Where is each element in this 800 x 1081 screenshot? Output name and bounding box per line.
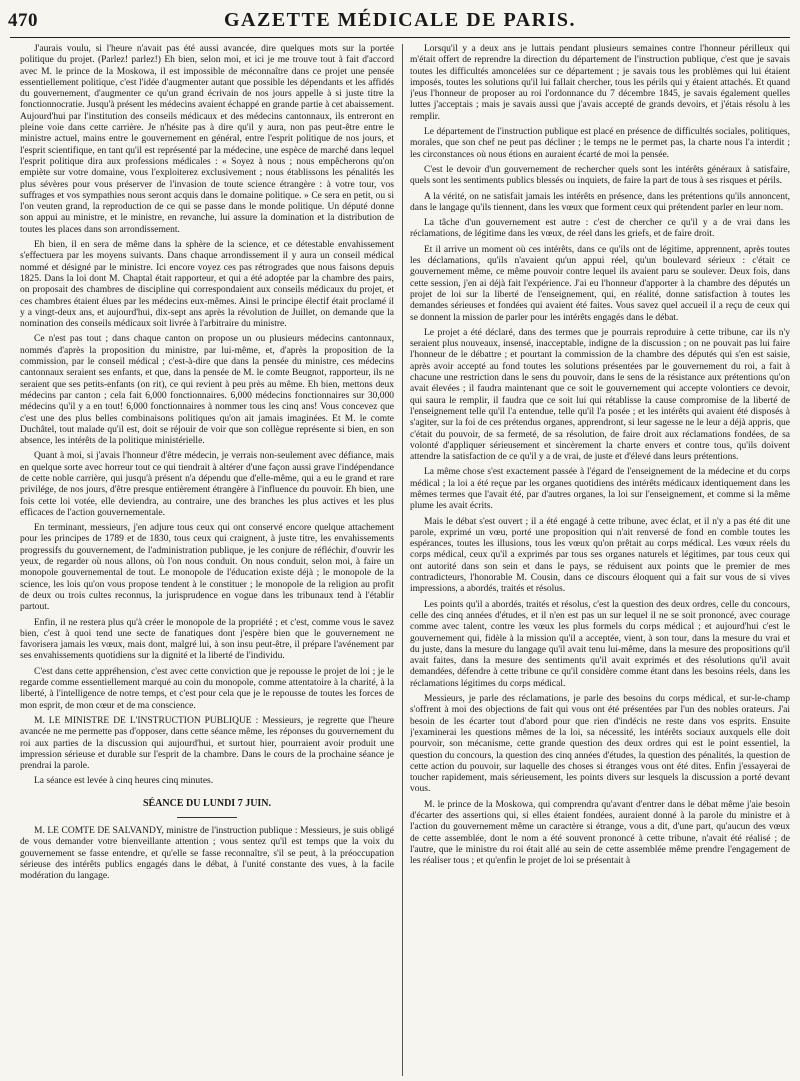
paragraph: Mais le débat s'est ouvert ; il a été engagé à cette tribune, avec éclat, et il n'y a pas été dit une parole, exprimé un vœu, porté une proposition qui n'ait renversé de fond en comble toutes les espérances, toutes les illusions, tous les vœux qu'on prêtait au corps médical. Les vœux réels du corps médical, ceux qu'il a exprimés par tous ses organes naturels et légitimes, par tous ceux qui ont autorité dans son sein et dans le pays, se réduisent aux points que le premier de mes contradicteurs, l'honorable M. Cousin, dans ce discours éloquent qui a fait sur vous de si vives impressions, a abordés, traités et résolus. [410,516,790,595]
paragraph: En terminant, messieurs, j'en adjure tous ceux qui ont conservé encore quelque attachement pour les principes de 1789 et de 1830, tous ceux qui craignent, à juste titre, les envahissements progressifs du gouvernement, de l'administration publique, je les conjure de réfléchir, d'ouvrir les yeux, de regarder où nous allons, où l'on nous conduit. On nous conduit, selon moi, à faire un monopole gouvernemental de tout. Le monopole de l'éducation existe déjà ; le monopole de la science, les lois qu'on vous propose tendent à le constituer ; le monopole de la religion au profit de deux ou trois cultes reconnus, la jurisprudence en vogue dans les tribunaux tend à l'établir partout. [20,523,394,613]
paragraph: Lorsqu'il y a deux ans je luttais pendant plusieurs semaines contre l'honneur périlleux qui m'était offert de reprendre la direction du département de l'instruction publique, c'est que je savais toutes les difficultés amoncelées sur ce département ; je savais tous les problèmes qui lui étaient imposés, toutes les solutions qu'il lui fallait chercher, tous les périls qui y étaient attachés. Et quand j'eus l'honneur de proposer au roi l'ordonnance du 7 décembre 1845, je savais également quelles luttes j'acceptais ; mais je savais aussi que j'avais accepté de grands devoirs, et j'étais résolu à les remplir. [410,44,790,122]
paragraph: La tâche d'un gouvernement est autre : c'est de chercher ce qu'il y a de vrai dans les réclamations, de légitime dans les vœux, de réel dans les griefs, et de faire droit. [410,218,790,240]
paragraph: C'est le devoir d'un gouvernement de rechercher quels sont les intérêts généraux à satisfaire, quels sont les sentiments publics blessés ou inquiets, de faire la part de tous à ses risques et périls. [410,164,790,187]
paragraph: Messieurs, je parle des réclamations, je parle des besoins du corps médical, et sur-le-champ s'offrent à moi des objections de fait qui vous ont été présentées par l'un des nobles orateurs. J'ai besoin de les écarter tout d'abord pour que rien d'indécis ne reste dans vos esprits. Ensuite j'examinerai les questions mêmes de la loi, sa nécessité, les intérêts sociaux auxquels elle doit pourvoir, son mécanisme, cette grande question des deux ordres qui est le point essentiel, la question du concours, la question des cinq années d'études, la question des pénalités, la question de cette action du pouvoir, sur laquelle des choses si étranges vous ont été dites. Enfin j'essayerai de toucher rapidement, mais sérieusement, les points divers sur lesquels la discussion a porté devant vous. [410,694,790,795]
paragraph: Ce n'est pas tout ; dans chaque canton on propose un ou plusieurs médecins cantonnaux, nommés d'après la proposition du ministre, par lui-même, et, d'après la proposition de la commission, par le conseil médical ; c'est-à-dire que dans la pensée du ministre, ces médecins cantonnaux seraient ses enfants, et que, dans la pensée de M. le comte Beugnot, rapporteur, ils ne seraient que ses petits-enfants (on rit), ce qui revient à peu près au même. Eh bien, mettons deux médecins par canton ; cela fait 6,000 fonctionnaires. 6,000 médecins fonctionnaires sur 30,000 médecins qu'il y a en tout! 6,000 fonctionnaires à nommer tous les cinq ans! Vous concevez que c'est une des plus belles combinaisons politiques qu'on ait jamais imaginées. Et M. le comte Duchâtel, tout malade qu'il est, doit se réjouir de voir que son collègue représente si bien, en son absence, les intérêts de la politique ministérielle. [20,334,394,447]
paragraph: M. LE MINISTRE DE L'INSTRUCTION PUBLIQUE : Messieurs, je regrette que l'heure avancée ne me permette pas d'opposer, dans cette séance même, les réponses du gouvernement du roi aux parties de la discussion qui aujourd'hui, et surtout hier, pourraient avoir produit une impression sérieuse et durable sur l'esprit de la chambre. Dans le cours de la prochaine séance je prendrai la parole. [20,715,394,772]
paragraph: M. LE COMTE DE SALVANDY, ministre de l'instruction publique : Messieurs, je suis obligé de vous demander votre bienveillante attention ; vous sentez qu'il est temps que la voix du gouvernement se fasse entendre, et qu'elle se fasse reconnaître, s'il se peut, à la préoccupation sérieuse des intérêts publics engagés dans le débat, à l'unité constante des vues, à la facile modération du langage. [20,826,394,882]
paragraph: La séance est levée à cinq heures cinq minutes. [34,776,214,787]
paragraph: Les points qu'il a abordés, traités et résolus, c'est la question des deux ordres, celle du concours, celle des cinq années d'études, et il n'en est pas un sur lequel il ne se soit prononcé, avec courage comme avec talent, contre les vœux les plus formels du corps médical ; et aujourd'hui c'est le gouvernement qui, fidèle à la mission qu'il a acceptée, vient, à son tour, dans la mesure du vrai et du juste, dans la mesure du langage qu'il avait tenu lui-même, dans la mesure des propositions qu'il avait faites, dans la mesure des sentiments qu'il avait exprimés et des résolutions qu'il avait demandées, défendre à cette tribune ce qu'il considère comme étant dans les besoins réels, dans les réclamations légitimes du corps médical. [410,599,790,689]
session-rule [177,817,237,818]
session-heading: SÉANCE DU LUNDI 7 JUIN. [142,797,272,809]
column-divider [402,44,403,1076]
left-column [20,44,394,1076]
paragraph: M. le prince de la Moskowa, qui comprendra qu'avant d'entrer dans le débat même j'aie besoin d'écarter des assertions qui, si elles étaient fondées, auraient donné à la parole du ministre et à l'action du gouvernement même un caractère si étrange, vous a dit, d'une part, qu'aucun des vœux de cette assemblée, dont le nom a été souvent prononcé à cette tribune, n'avait été réalisé ; de l'autre, que le ministre du roi était allé au sein de cette assemblée même prendre l'engagement de les réaliser tous ; et qu'enfin le projet de loi se présentait à [410,799,790,867]
paragraph: Enfin, il ne restera plus qu'à créer le monopole de la propriété ; et c'est, comme vous le savez bien, c'est à quoi tend une secte de fanatiques dont j'espère bien que le gouvernement ne favorisera jamais les vœux, mais dont, malgré lui, à son insu peut-être, il prépare l'avénement par ses envahissements quotidiens sur la dignité et la liberté de l'individu. [20,617,394,662]
header-rule [10,37,790,38]
article-columns [20,44,792,1076]
paragraph: Le département de l'instruction publique est placé en présence de difficultés sociales, politiques, morales, que son chef ne peut pas décliner ; le temps ne le permet pas, la charte nous l'a interdit ; les circonstances où nous étions en auraient écarté de moi la pensée. [410,127,790,160]
paragraph: C'est dans cette appréhension, c'est avec cette conviction que je repousse le projet de loi ; je le regarde comme essentiellement marqué au coin du monopole, comme attentatoire à la charité, à la liberté, à l'intelligence de notre temps, et c'est pour cela que je le repousse de toutes les forces de mon esprit, de mon cœur et de ma conscience. [20,666,394,711]
paragraph: A la vérité, on ne satisfait jamais les intérêts en présence, dans les prétentions qu'ils annoncent, dans le langage qu'ils tiennent, dans les vœux que forment ceux qui prétendent parler en leur nom. [410,191,790,213]
paragraph: La même chose s'est exactement passée à l'égard de l'enseignement de la médecine et du corps médical ; la loi a été reçue par les organes quotidiens des intérêts médicaux identiquement dans les mêmes termes que l'avait été, par d'autres organes, la loi sur l'enseignement, et comme si la même plume les avait écrits. [410,467,790,512]
paragraph: Le projet a été déclaré, dans des termes que je pourrais reproduire à cette tribune, car ils n'y seraient plus nouveaux, insensé, inacceptable, indigne de la discussion ; on ne pouvait pas lui faire l'honneur de le débattre ; et pourtant la commission de la chambre des députés qui s'en est saisie, après avoir accepté au fond toutes les solutions présentées par le gouvernement du roi, a fait à chacune une restriction dans le sens du pouvoir, dans le sens de la résistance aux prétentions qu'on avait élevées ; il faudra maintenant que ce soit le gouvernement qui accepte volontiers ce devoir, qui saura le remplir, il faudra que ce soit lui qui rétablisse la cause compromise de la liberté de l'enseignement telle qu'il l'a entendue, telle qu'il l'a posée ; et les intérêts qui avaient été disposés à s'agiter, sur la foi de ces prétendus organes, apprendront, si leur sagesse ne le leur a déjà appris, que c'était du pouvoir, de sa fermeté, de sa résolution, de faire droit aux réclamations fondées, de sa volonté d'appliquer sérieusement et sincèrement la charte envers et contre tous, qu'ils doivent attendre la satisfaction de ce qu'il y a de vrai, de juste et d'élevé dans leurs prétentions. [410,327,790,463]
page-number: 470 [8,10,38,31]
journal-title: GAZETTE MÉDICALE DE PARIS. [223,9,577,31]
page-header [0,0,800,36]
paragraph: Eh bien, il en sera de même dans la sphère de la science, et ce détestable envahissement s'effectuera par les moyens suivants. Dans chaque arrondissement il y aura un conseil médical nommé et désigné par le ministre. Ici encore voyez ces pas rétrogrades que nous faisons depuis 1825. Dans la loi dont M. Chaptal était rapporteur, et qui a été adoptée par la chambre des pairs, on proposait des chambres de discipline qui correspondaient aux conseils médicaux du projet, et ces chambres étaient élues par les médecins eux-mêmes. Ainsi le principe électif était proclamé il y a vingt-deux ans, et aujourd'hui, dix-sept ans après la révolution de Juillet, on demande que la nomination des conseils médicaux soit livrée à l'arbitraire du ministre. [20,240,394,330]
paragraph: Quant à moi, si j'avais l'honneur d'être médecin, je verrais non-seulement avec défiance, mais en quelque sorte avec horreur tout ce qui tiendrait à altérer d'une façon aussi grave l'indépendance de cette noble carrière, qui jusqu'à présent n'a dépendu que d'elle-même, qui a eu le grand et rare privilége, de nos jours, d'être presque entièrement étrangère à l'influence du pouvoir. Eh bien, une fois cette loi votée, elle deviendra, au contraire, une des branches les plus actives et les plus efficaces de l'action gouvernementale. [20,451,394,518]
paragraph: Et il arrive un moment où ces intérêts, dans ce qu'ils ont de légitime, apprennent, après toutes les déclamations, qu'ils n'avaient qu'un appui réel, qu'un boulevard sérieux : c'était ce gouvernement même, ce même pouvoir contre lequel ils avaient paru se soulever. Deux fois, dans cette session, j'en ai déjà fait l'expérience. J'ai eu l'honneur d'apporter à la chambre des députés un projet de loi sur la liberté de l'enseignement, qui, en réalité, donne satisfaction à toutes les demandes sérieuses et fondées qui avaient été faites. Vous savez quel accueil il a reçu de ceux qui se donnent la mission de parler pour les intérêts engagés dans le débat. [410,244,790,323]
paragraph: J'aurais voulu, si l'heure n'avait pas été aussi avancée, dire quelques mots sur la portée politique du projet. (Parlez! parlez!) Eh bien, selon moi, et ici je me trouve tout à fait d'accord avec M. le prince de la Moskowa, il est impossible de méconnaître dans ce projet une pensée essentiellement politique, c'est l'idée d'augmenter autant que possible les dépendants et les affidés du gouvernement, d'augmenter ce qu'un grand écrivain de nos jours appelle à si juste titre la fonctionnocratie. Jusqu'à présent les médecins avaient échappé en grande partie à cet abaissement. Aujourd'hui par l'institution des conseils médicaux et des médecins cantonnaux, ils entreront en pleine voie dans cette carrière. Je n'hésite pas à dire qu'il y aura, non pas peut-être entre le ministre actuel, mains entre le gouvernement en général, entre l'esprit politique de nos jours, et l'esprit scientifique, en tant qu'il est représenté par la médecine, une espèce de marché dans lequel l'esprit politique dira aux professions médicales : « Soyez à nous ; nous empêcherons qu'on empiète sur votre domaine, vous l'exploiterez exclusivement ; nous établissons les pénalités les plus sévères pour vous préserver de l'invasion de toute science étrangère : à votre tour, vos suffrages et vos sympathies nous seront acquis dans le domaine politique. » Ce sera en petit, ou si l'on veuten grand, la reproduction de ce qui se passe dans le monde politique. Un député donne son appui au ministre, et le ministre, en revanche, lui assure la domination et la distribution de toutes les places dans son arrondissement. [20,44,394,235]
right-column [410,44,790,1076]
